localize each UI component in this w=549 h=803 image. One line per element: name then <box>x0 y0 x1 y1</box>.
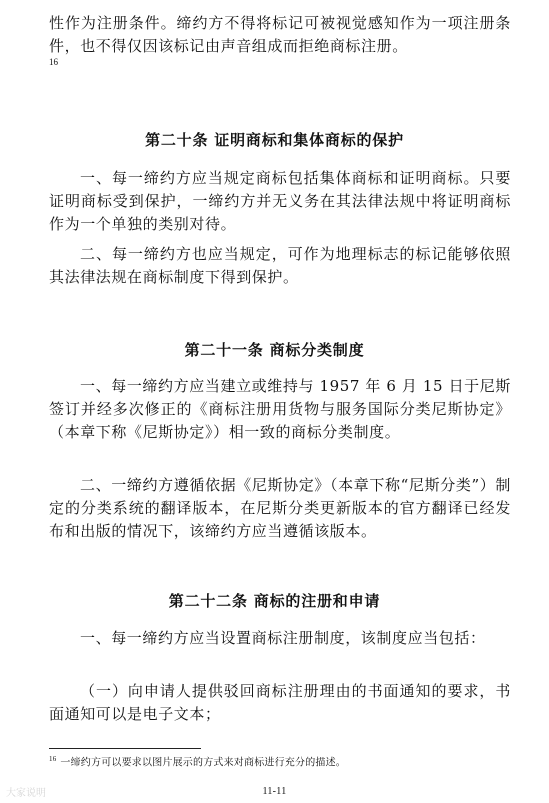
footnote-text: 一缔约方可以要求以图片展示的方式来对商标进行充分的描述。 <box>60 757 347 769</box>
article-20-paragraph-1: 一、每一缔约方应当规定商标包括集体商标和证明商标。只要证明商标受到保护，一缔约方并无义务在其法律法规中将证明商标作为一个单独的类别对待。 <box>49 169 511 233</box>
footnote <box>49 753 511 769</box>
page-number: 11-11 <box>262 786 287 797</box>
article-22-heading: 第二十二条 商标的注册和申请 <box>168 592 381 610</box>
footnote-separator <box>49 748 201 749</box>
article-21-heading: 第二十一条 商标分类制度 <box>184 341 365 359</box>
footnote-number: 16 <box>49 755 57 763</box>
watermark: 大家说明 <box>6 788 46 799</box>
article-22-paragraph-1: 一、每一缔约方应当设置商标注册制度，该制度应当包括： <box>80 629 486 647</box>
article-20-paragraph-2: 二、每一缔约方也应当规定，可作为地理标志的标记能够依照其法律法规在商标制度下得到保护。 <box>49 245 511 286</box>
article-21-paragraph-2: 二、一缔约方遵循依据《尼斯协定》（本章下称“尼斯分类”）制定的分类系统的翻译版本，在尼斯分类更新版本的官方翻译已经发布和出版的情况下，该缔约方应当遵循该版本。 <box>49 476 511 540</box>
article-21-paragraph-1: 一、每一缔约方应当建立或维持与 1957 年 6 月 15 日于尼斯签订并经多次修正的《商标注册用货物与服务国际分类尼斯协定》（本章下称《尼斯协定》）相一致的商标分类制度。 <box>49 377 511 441</box>
article-20-heading: 第二十条 证明商标和集体商标的保护 <box>145 131 404 149</box>
continued-paragraph: 性作为注册条件。缔约方不得将标记可被视觉感知作为一项注册条件，也不得仅因该标记由声音组成而拒绝商标注册。 <box>49 14 511 55</box>
footnote-reference-marker: 16 <box>49 57 58 67</box>
article-22-item-1: （一）向申请人提供驳回商标注册理由的书面通知的要求，书面通知可以是电子文本； <box>49 682 511 723</box>
